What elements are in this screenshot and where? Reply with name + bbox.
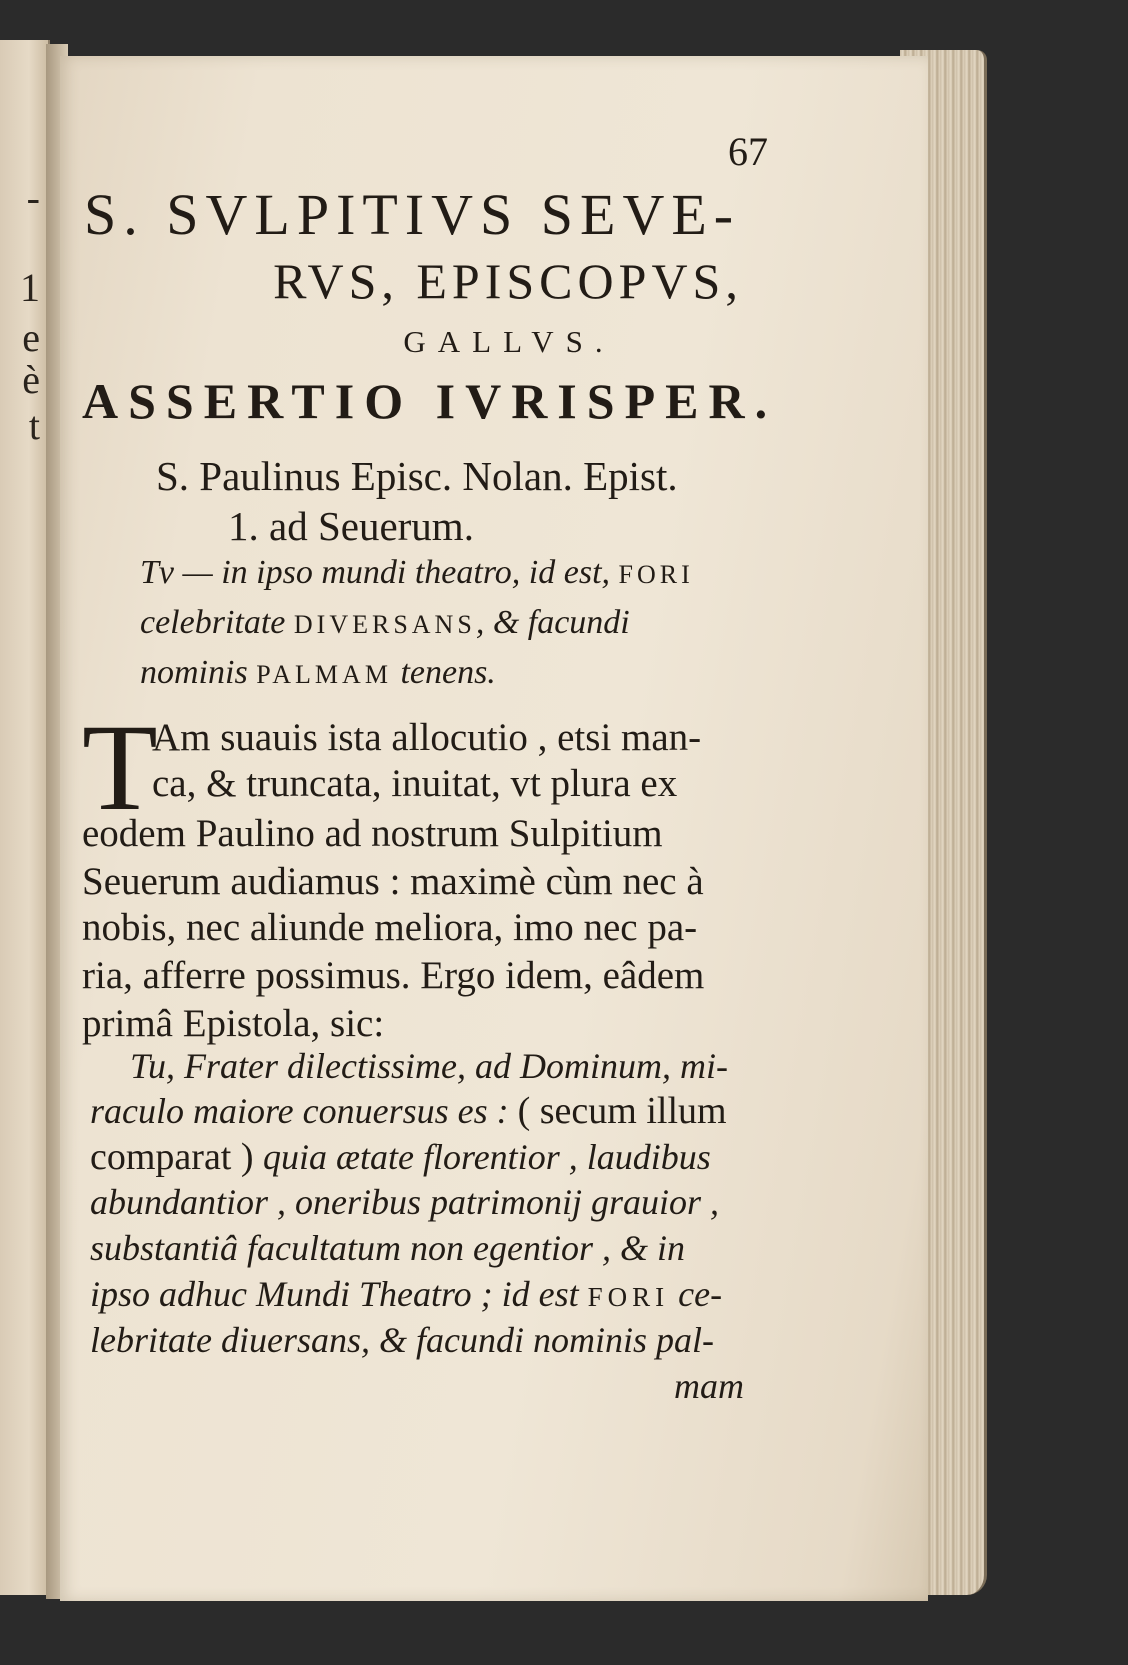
citation-roman: comparat ) [90, 1136, 264, 1178]
quote-text: Tv — in ipso mundi theatro, id est, [140, 554, 619, 591]
catchword: mam [674, 1366, 744, 1406]
citation-line-6 [90, 1276, 722, 1312]
citation-roman: ( secum illum [517, 1090, 727, 1132]
citation-line-1: Tu, Frater dilectissime, ad Dominum, mi- [130, 1046, 728, 1086]
citation-italic: quia ætate florentior , laudibus [263, 1137, 711, 1177]
body-line: ria, afferre possimus. Ergo idem, eâdem [82, 954, 705, 997]
body-line: nobis, nec aliunde meliora, imo nec pa- [82, 906, 698, 949]
body-line: Am suauis ista allocutio , etsi man- [152, 716, 702, 759]
facing-page-char: e [22, 315, 40, 360]
citation-italic: ipso adhuc Mundi Theatro ; id est [90, 1274, 588, 1314]
quote-caps: PALMAM [256, 660, 392, 689]
body-line: ca, & truncata, inuitat, vt plura ex [152, 762, 678, 805]
citation-line-2 [90, 1092, 727, 1130]
source-line-2: 1. ad Seuerum. [228, 503, 474, 549]
quote-line-2 [140, 606, 630, 640]
citation-line-4: abundantior , oneribus patrimonij grauior , [90, 1182, 720, 1222]
quote-text: celebritate [140, 604, 294, 641]
source-line-1: S. Paulinus Episc. Nolan. Epist. [156, 453, 678, 499]
section-heading: ASSERTIO IVRISPER. [82, 373, 778, 429]
citation-line-5: substantiâ facultatum non egentior , & in [90, 1228, 685, 1268]
drop-cap: T [82, 699, 158, 836]
facing-page-char: - [26, 175, 40, 220]
citation-line-3 [90, 1138, 711, 1176]
page-number: 67 [728, 129, 768, 174]
citation-caps: FORI [587, 1282, 670, 1312]
quote-line-1 [140, 556, 694, 590]
facing-page-edge [0, 40, 50, 1595]
body-line: Seuerum audiamus : maximè cùm nec à [82, 860, 704, 903]
quote-text: , & facundi [475, 604, 630, 641]
book-page [60, 56, 928, 1601]
citation-italic: ce- [669, 1274, 723, 1314]
citation-italic: raculo maiore conuersus es : [90, 1091, 518, 1131]
quote-line-3 [140, 656, 496, 690]
title-line-2: RVS, EPISCOPVS, [273, 253, 743, 309]
title-line-3: GALLVS. [403, 324, 615, 359]
body-line: eodem Paulino ad nostrum Sulpitium [82, 812, 663, 855]
body-line: primâ Epistola, sic: [82, 1002, 385, 1045]
quote-caps: DIVERSANS [293, 610, 476, 639]
citation-line-7: lebritate diuersans, & facundi nominis pal- [90, 1320, 714, 1360]
facing-page-char: t [28, 403, 40, 448]
title-line-1: S. SVLPITIVS SEVE- [84, 182, 741, 247]
quote-text: tenens. [391, 654, 496, 691]
quote-caps: FORI [618, 560, 694, 589]
facing-page-char: è [22, 357, 40, 402]
facing-page-char: 1 [20, 265, 40, 310]
quote-text: nominis [140, 654, 257, 691]
